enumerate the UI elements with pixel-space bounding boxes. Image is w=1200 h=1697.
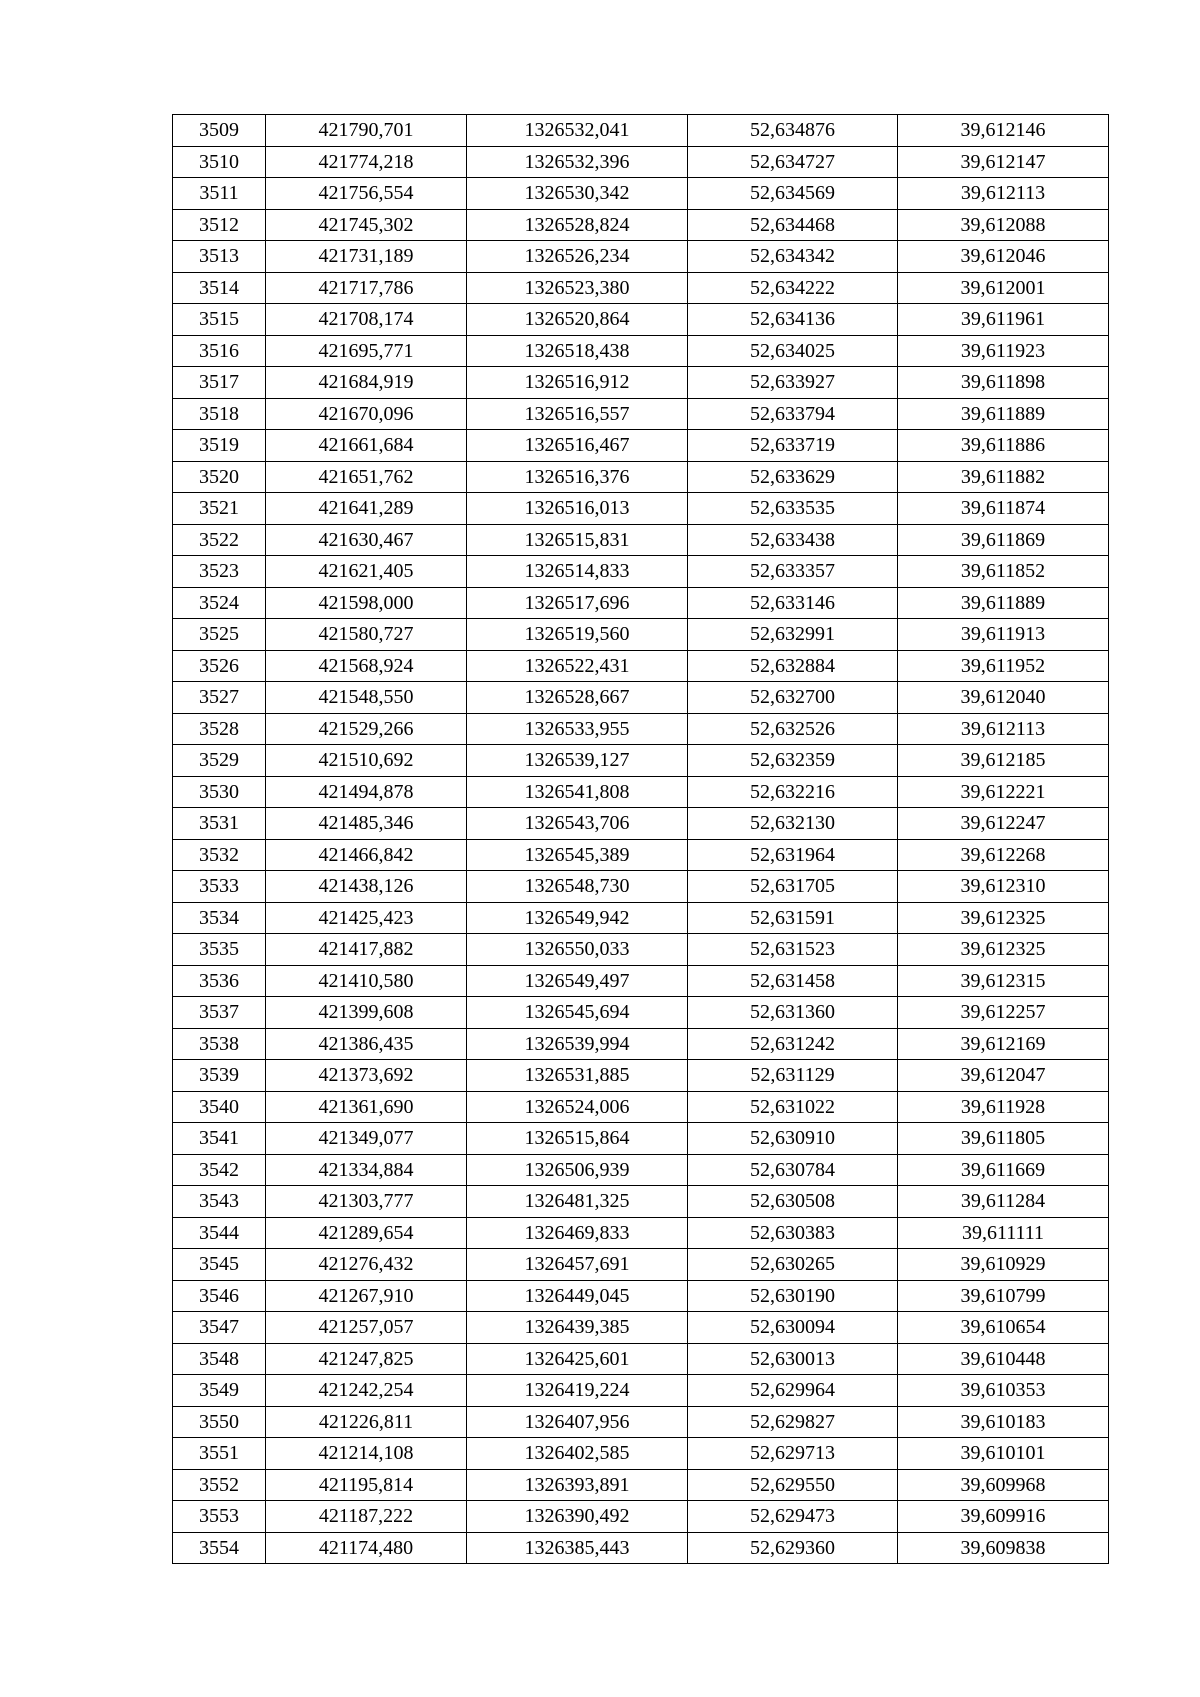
y-coordinate-cell: 1326530,342 — [467, 178, 688, 210]
x-coordinate-cell: 421195,814 — [266, 1469, 467, 1501]
table-row — [173, 178, 1109, 210]
latitude-cell: 52,633438 — [688, 524, 898, 556]
point-number-cell: 3544 — [173, 1217, 266, 1249]
x-coordinate-cell: 421334,884 — [266, 1154, 467, 1186]
longitude-cell: 39,611284 — [898, 1186, 1109, 1218]
table-row — [173, 934, 1109, 966]
latitude-cell: 52,629550 — [688, 1469, 898, 1501]
table-row — [173, 997, 1109, 1029]
point-number-cell: 3528 — [173, 713, 266, 745]
latitude-cell: 52,630265 — [688, 1249, 898, 1281]
point-number-cell: 3548 — [173, 1343, 266, 1375]
table-row — [173, 839, 1109, 871]
point-number-cell: 3512 — [173, 209, 266, 241]
latitude-cell: 52,633629 — [688, 461, 898, 493]
x-coordinate-cell: 421174,480 — [266, 1532, 467, 1564]
point-number-cell: 3538 — [173, 1028, 266, 1060]
y-coordinate-cell: 1326402,585 — [467, 1438, 688, 1470]
latitude-cell: 52,630383 — [688, 1217, 898, 1249]
longitude-cell: 39,612310 — [898, 871, 1109, 903]
table-row — [173, 398, 1109, 430]
table-row — [173, 1438, 1109, 1470]
y-coordinate-cell: 1326545,389 — [467, 839, 688, 871]
y-coordinate-cell: 1326532,396 — [467, 146, 688, 178]
longitude-cell: 39,609968 — [898, 1469, 1109, 1501]
table-row — [173, 713, 1109, 745]
longitude-cell: 39,612268 — [898, 839, 1109, 871]
latitude-cell: 52,633357 — [688, 556, 898, 588]
point-number-cell: 3553 — [173, 1501, 266, 1533]
latitude-cell: 52,629827 — [688, 1406, 898, 1438]
point-number-cell: 3509 — [173, 115, 266, 147]
x-coordinate-cell: 421598,000 — [266, 587, 467, 619]
table-row — [173, 1532, 1109, 1564]
longitude-cell: 39,611923 — [898, 335, 1109, 367]
x-coordinate-cell: 421410,580 — [266, 965, 467, 997]
x-coordinate-cell: 421731,189 — [266, 241, 467, 273]
longitude-cell: 39,610353 — [898, 1375, 1109, 1407]
x-coordinate-cell: 421774,218 — [266, 146, 467, 178]
latitude-cell: 52,633794 — [688, 398, 898, 430]
x-coordinate-cell: 421695,771 — [266, 335, 467, 367]
latitude-cell: 52,632359 — [688, 745, 898, 777]
point-number-cell: 3517 — [173, 367, 266, 399]
y-coordinate-cell: 1326385,443 — [467, 1532, 688, 1564]
longitude-cell: 39,609916 — [898, 1501, 1109, 1533]
longitude-cell: 39,612146 — [898, 115, 1109, 147]
point-number-cell: 3541 — [173, 1123, 266, 1155]
latitude-cell: 52,631242 — [688, 1028, 898, 1060]
longitude-cell: 39,610799 — [898, 1280, 1109, 1312]
y-coordinate-cell: 1326469,833 — [467, 1217, 688, 1249]
table-row — [173, 1186, 1109, 1218]
longitude-cell: 39,612169 — [898, 1028, 1109, 1060]
x-coordinate-cell: 421289,654 — [266, 1217, 467, 1249]
latitude-cell: 52,633927 — [688, 367, 898, 399]
x-coordinate-cell: 421303,777 — [266, 1186, 467, 1218]
y-coordinate-cell: 1326516,557 — [467, 398, 688, 430]
x-coordinate-cell: 421349,077 — [266, 1123, 467, 1155]
table-row — [173, 241, 1109, 273]
table-row — [173, 1249, 1109, 1281]
x-coordinate-cell: 421548,550 — [266, 682, 467, 714]
longitude-cell: 39,611898 — [898, 367, 1109, 399]
x-coordinate-cell: 421257,057 — [266, 1312, 467, 1344]
table-row — [173, 871, 1109, 903]
y-coordinate-cell: 1326390,492 — [467, 1501, 688, 1533]
table-row — [173, 272, 1109, 304]
latitude-cell: 52,631360 — [688, 997, 898, 1029]
longitude-cell: 39,612247 — [898, 808, 1109, 840]
y-coordinate-cell: 1326549,942 — [467, 902, 688, 934]
longitude-cell: 39,611874 — [898, 493, 1109, 525]
y-coordinate-cell: 1326516,013 — [467, 493, 688, 525]
longitude-cell: 39,612113 — [898, 178, 1109, 210]
table-row — [173, 965, 1109, 997]
table-row — [173, 1060, 1109, 1092]
y-coordinate-cell: 1326531,885 — [467, 1060, 688, 1092]
y-coordinate-cell: 1326425,601 — [467, 1343, 688, 1375]
longitude-cell: 39,611913 — [898, 619, 1109, 651]
point-number-cell: 3542 — [173, 1154, 266, 1186]
y-coordinate-cell: 1326506,939 — [467, 1154, 688, 1186]
longitude-cell: 39,611805 — [898, 1123, 1109, 1155]
latitude-cell: 52,630910 — [688, 1123, 898, 1155]
table-row — [173, 335, 1109, 367]
longitude-cell: 39,611928 — [898, 1091, 1109, 1123]
longitude-cell: 39,610654 — [898, 1312, 1109, 1344]
x-coordinate-cell: 421417,882 — [266, 934, 467, 966]
table-row — [173, 367, 1109, 399]
latitude-cell: 52,634136 — [688, 304, 898, 336]
longitude-cell: 39,609838 — [898, 1532, 1109, 1564]
longitude-cell: 39,610101 — [898, 1438, 1109, 1470]
longitude-cell: 39,612325 — [898, 934, 1109, 966]
point-number-cell: 3513 — [173, 241, 266, 273]
y-coordinate-cell: 1326515,831 — [467, 524, 688, 556]
x-coordinate-cell: 421529,266 — [266, 713, 467, 745]
y-coordinate-cell: 1326518,438 — [467, 335, 688, 367]
point-number-cell: 3549 — [173, 1375, 266, 1407]
x-coordinate-cell: 421790,701 — [266, 115, 467, 147]
point-number-cell: 3536 — [173, 965, 266, 997]
x-coordinate-cell: 421708,174 — [266, 304, 467, 336]
latitude-cell: 52,630190 — [688, 1280, 898, 1312]
x-coordinate-cell: 421494,878 — [266, 776, 467, 808]
x-coordinate-cell: 421226,811 — [266, 1406, 467, 1438]
longitude-cell: 39,612257 — [898, 997, 1109, 1029]
table-row — [173, 493, 1109, 525]
y-coordinate-cell: 1326524,006 — [467, 1091, 688, 1123]
table-row — [173, 1154, 1109, 1186]
point-number-cell: 3533 — [173, 871, 266, 903]
x-coordinate-cell: 421373,692 — [266, 1060, 467, 1092]
latitude-cell: 52,631705 — [688, 871, 898, 903]
longitude-cell: 39,612040 — [898, 682, 1109, 714]
table-row — [173, 902, 1109, 934]
point-number-cell: 3537 — [173, 997, 266, 1029]
x-coordinate-cell: 421684,919 — [266, 367, 467, 399]
x-coordinate-cell: 421745,302 — [266, 209, 467, 241]
y-coordinate-cell: 1326515,864 — [467, 1123, 688, 1155]
point-number-cell: 3554 — [173, 1532, 266, 1564]
x-coordinate-cell: 421399,608 — [266, 997, 467, 1029]
point-number-cell: 3530 — [173, 776, 266, 808]
latitude-cell: 52,631964 — [688, 839, 898, 871]
table-row — [173, 1091, 1109, 1123]
table-row — [173, 461, 1109, 493]
table-row — [173, 1375, 1109, 1407]
table-row — [173, 1469, 1109, 1501]
x-coordinate-cell: 421621,405 — [266, 556, 467, 588]
latitude-cell: 52,629473 — [688, 1501, 898, 1533]
point-number-cell: 3515 — [173, 304, 266, 336]
longitude-cell: 39,611961 — [898, 304, 1109, 336]
table-row — [173, 430, 1109, 462]
point-number-cell: 3546 — [173, 1280, 266, 1312]
x-coordinate-cell: 421630,467 — [266, 524, 467, 556]
latitude-cell: 52,631523 — [688, 934, 898, 966]
y-coordinate-cell: 1326516,912 — [467, 367, 688, 399]
latitude-cell: 52,633146 — [688, 587, 898, 619]
table-row — [173, 1343, 1109, 1375]
y-coordinate-cell: 1326419,224 — [467, 1375, 688, 1407]
latitude-cell: 52,629713 — [688, 1438, 898, 1470]
table-row — [173, 304, 1109, 336]
x-coordinate-cell: 421276,432 — [266, 1249, 467, 1281]
y-coordinate-cell: 1326481,325 — [467, 1186, 688, 1218]
point-number-cell: 3524 — [173, 587, 266, 619]
point-number-cell: 3534 — [173, 902, 266, 934]
y-coordinate-cell: 1326543,706 — [467, 808, 688, 840]
longitude-cell: 39,612113 — [898, 713, 1109, 745]
y-coordinate-cell: 1326526,234 — [467, 241, 688, 273]
latitude-cell: 52,630508 — [688, 1186, 898, 1218]
longitude-cell: 39,611882 — [898, 461, 1109, 493]
x-coordinate-cell: 421242,254 — [266, 1375, 467, 1407]
x-coordinate-cell: 421756,554 — [266, 178, 467, 210]
longitude-cell: 39,612088 — [898, 209, 1109, 241]
x-coordinate-cell: 421510,692 — [266, 745, 467, 777]
latitude-cell: 52,632216 — [688, 776, 898, 808]
table-row — [173, 1217, 1109, 1249]
table-row — [173, 1123, 1109, 1155]
x-coordinate-cell: 421187,222 — [266, 1501, 467, 1533]
y-coordinate-cell: 1326520,864 — [467, 304, 688, 336]
longitude-cell: 39,612001 — [898, 272, 1109, 304]
longitude-cell: 39,612325 — [898, 902, 1109, 934]
y-coordinate-cell: 1326522,431 — [467, 650, 688, 682]
y-coordinate-cell: 1326517,696 — [467, 587, 688, 619]
x-coordinate-cell: 421717,786 — [266, 272, 467, 304]
y-coordinate-cell: 1326528,667 — [467, 682, 688, 714]
longitude-cell: 39,612047 — [898, 1060, 1109, 1092]
table-row — [173, 619, 1109, 651]
longitude-cell: 39,611669 — [898, 1154, 1109, 1186]
point-number-cell: 3547 — [173, 1312, 266, 1344]
point-number-cell: 3543 — [173, 1186, 266, 1218]
table-row — [173, 1406, 1109, 1438]
point-number-cell: 3527 — [173, 682, 266, 714]
coordinates-table — [172, 114, 1109, 1564]
latitude-cell: 52,633535 — [688, 493, 898, 525]
y-coordinate-cell: 1326545,694 — [467, 997, 688, 1029]
y-coordinate-cell: 1326550,033 — [467, 934, 688, 966]
point-number-cell: 3535 — [173, 934, 266, 966]
latitude-cell: 52,634569 — [688, 178, 898, 210]
point-number-cell: 3551 — [173, 1438, 266, 1470]
longitude-cell: 39,610183 — [898, 1406, 1109, 1438]
latitude-cell: 52,631458 — [688, 965, 898, 997]
table-row — [173, 1312, 1109, 1344]
longitude-cell: 39,611952 — [898, 650, 1109, 682]
latitude-cell: 52,631591 — [688, 902, 898, 934]
y-coordinate-cell: 1326549,497 — [467, 965, 688, 997]
longitude-cell: 39,611111 — [898, 1217, 1109, 1249]
point-number-cell: 3545 — [173, 1249, 266, 1281]
table-row — [173, 209, 1109, 241]
longitude-cell: 39,611869 — [898, 524, 1109, 556]
longitude-cell: 39,612147 — [898, 146, 1109, 178]
point-number-cell: 3522 — [173, 524, 266, 556]
y-coordinate-cell: 1326548,730 — [467, 871, 688, 903]
x-coordinate-cell: 421485,346 — [266, 808, 467, 840]
y-coordinate-cell: 1326523,380 — [467, 272, 688, 304]
longitude-cell: 39,610448 — [898, 1343, 1109, 1375]
latitude-cell: 52,632700 — [688, 682, 898, 714]
y-coordinate-cell: 1326539,127 — [467, 745, 688, 777]
point-number-cell: 3529 — [173, 745, 266, 777]
latitude-cell: 52,634468 — [688, 209, 898, 241]
latitude-cell: 52,632884 — [688, 650, 898, 682]
table-row — [173, 146, 1109, 178]
y-coordinate-cell: 1326393,891 — [467, 1469, 688, 1501]
point-number-cell: 3526 — [173, 650, 266, 682]
y-coordinate-cell: 1326519,560 — [467, 619, 688, 651]
latitude-cell: 52,632130 — [688, 808, 898, 840]
latitude-cell: 52,632526 — [688, 713, 898, 745]
point-number-cell: 3552 — [173, 1469, 266, 1501]
latitude-cell: 52,634025 — [688, 335, 898, 367]
table-row — [173, 1280, 1109, 1312]
x-coordinate-cell: 421425,423 — [266, 902, 467, 934]
latitude-cell: 52,632991 — [688, 619, 898, 651]
y-coordinate-cell: 1326541,808 — [467, 776, 688, 808]
latitude-cell: 52,630094 — [688, 1312, 898, 1344]
latitude-cell: 52,634727 — [688, 146, 898, 178]
point-number-cell: 3523 — [173, 556, 266, 588]
coordinates-table-body — [173, 115, 1109, 1564]
latitude-cell: 52,633719 — [688, 430, 898, 462]
point-number-cell: 3540 — [173, 1091, 266, 1123]
point-number-cell: 3516 — [173, 335, 266, 367]
x-coordinate-cell: 421214,108 — [266, 1438, 467, 1470]
point-number-cell: 3521 — [173, 493, 266, 525]
x-coordinate-cell: 421641,289 — [266, 493, 467, 525]
y-coordinate-cell: 1326516,376 — [467, 461, 688, 493]
longitude-cell: 39,611852 — [898, 556, 1109, 588]
x-coordinate-cell: 421568,924 — [266, 650, 467, 682]
latitude-cell: 52,631129 — [688, 1060, 898, 1092]
x-coordinate-cell: 421386,435 — [266, 1028, 467, 1060]
latitude-cell: 52,634222 — [688, 272, 898, 304]
latitude-cell: 52,629360 — [688, 1532, 898, 1564]
table-row — [173, 1028, 1109, 1060]
longitude-cell: 39,611889 — [898, 587, 1109, 619]
y-coordinate-cell: 1326539,994 — [467, 1028, 688, 1060]
y-coordinate-cell: 1326407,956 — [467, 1406, 688, 1438]
point-number-cell: 3525 — [173, 619, 266, 651]
latitude-cell: 52,629964 — [688, 1375, 898, 1407]
latitude-cell: 52,631022 — [688, 1091, 898, 1123]
x-coordinate-cell: 421247,825 — [266, 1343, 467, 1375]
table-row — [173, 556, 1109, 588]
y-coordinate-cell: 1326532,041 — [467, 115, 688, 147]
longitude-cell: 39,612185 — [898, 745, 1109, 777]
longitude-cell: 39,612221 — [898, 776, 1109, 808]
y-coordinate-cell: 1326457,691 — [467, 1249, 688, 1281]
longitude-cell: 39,611889 — [898, 398, 1109, 430]
latitude-cell: 52,630013 — [688, 1343, 898, 1375]
y-coordinate-cell: 1326439,385 — [467, 1312, 688, 1344]
point-number-cell: 3550 — [173, 1406, 266, 1438]
table-row — [173, 776, 1109, 808]
table-row — [173, 650, 1109, 682]
longitude-cell: 39,612315 — [898, 965, 1109, 997]
table-row — [173, 682, 1109, 714]
latitude-cell: 52,634342 — [688, 241, 898, 273]
point-number-cell: 3514 — [173, 272, 266, 304]
x-coordinate-cell: 421580,727 — [266, 619, 467, 651]
y-coordinate-cell: 1326533,955 — [467, 713, 688, 745]
longitude-cell: 39,610929 — [898, 1249, 1109, 1281]
x-coordinate-cell: 421651,762 — [266, 461, 467, 493]
latitude-cell: 52,630784 — [688, 1154, 898, 1186]
table-row — [173, 587, 1109, 619]
point-number-cell: 3532 — [173, 839, 266, 871]
point-number-cell: 3510 — [173, 146, 266, 178]
table-row — [173, 745, 1109, 777]
point-number-cell: 3518 — [173, 398, 266, 430]
x-coordinate-cell: 421661,684 — [266, 430, 467, 462]
point-number-cell: 3519 — [173, 430, 266, 462]
point-number-cell: 3539 — [173, 1060, 266, 1092]
point-number-cell: 3511 — [173, 178, 266, 210]
x-coordinate-cell: 421361,690 — [266, 1091, 467, 1123]
y-coordinate-cell: 1326528,824 — [467, 209, 688, 241]
longitude-cell: 39,611886 — [898, 430, 1109, 462]
table-row — [173, 524, 1109, 556]
x-coordinate-cell: 421670,096 — [266, 398, 467, 430]
x-coordinate-cell: 421267,910 — [266, 1280, 467, 1312]
x-coordinate-cell: 421466,842 — [266, 839, 467, 871]
table-row — [173, 115, 1109, 147]
longitude-cell: 39,612046 — [898, 241, 1109, 273]
table-row — [173, 1501, 1109, 1533]
point-number-cell: 3531 — [173, 808, 266, 840]
y-coordinate-cell: 1326516,467 — [467, 430, 688, 462]
latitude-cell: 52,634876 — [688, 115, 898, 147]
x-coordinate-cell: 421438,126 — [266, 871, 467, 903]
y-coordinate-cell: 1326514,833 — [467, 556, 688, 588]
table-row — [173, 808, 1109, 840]
point-number-cell: 3520 — [173, 461, 266, 493]
y-coordinate-cell: 1326449,045 — [467, 1280, 688, 1312]
